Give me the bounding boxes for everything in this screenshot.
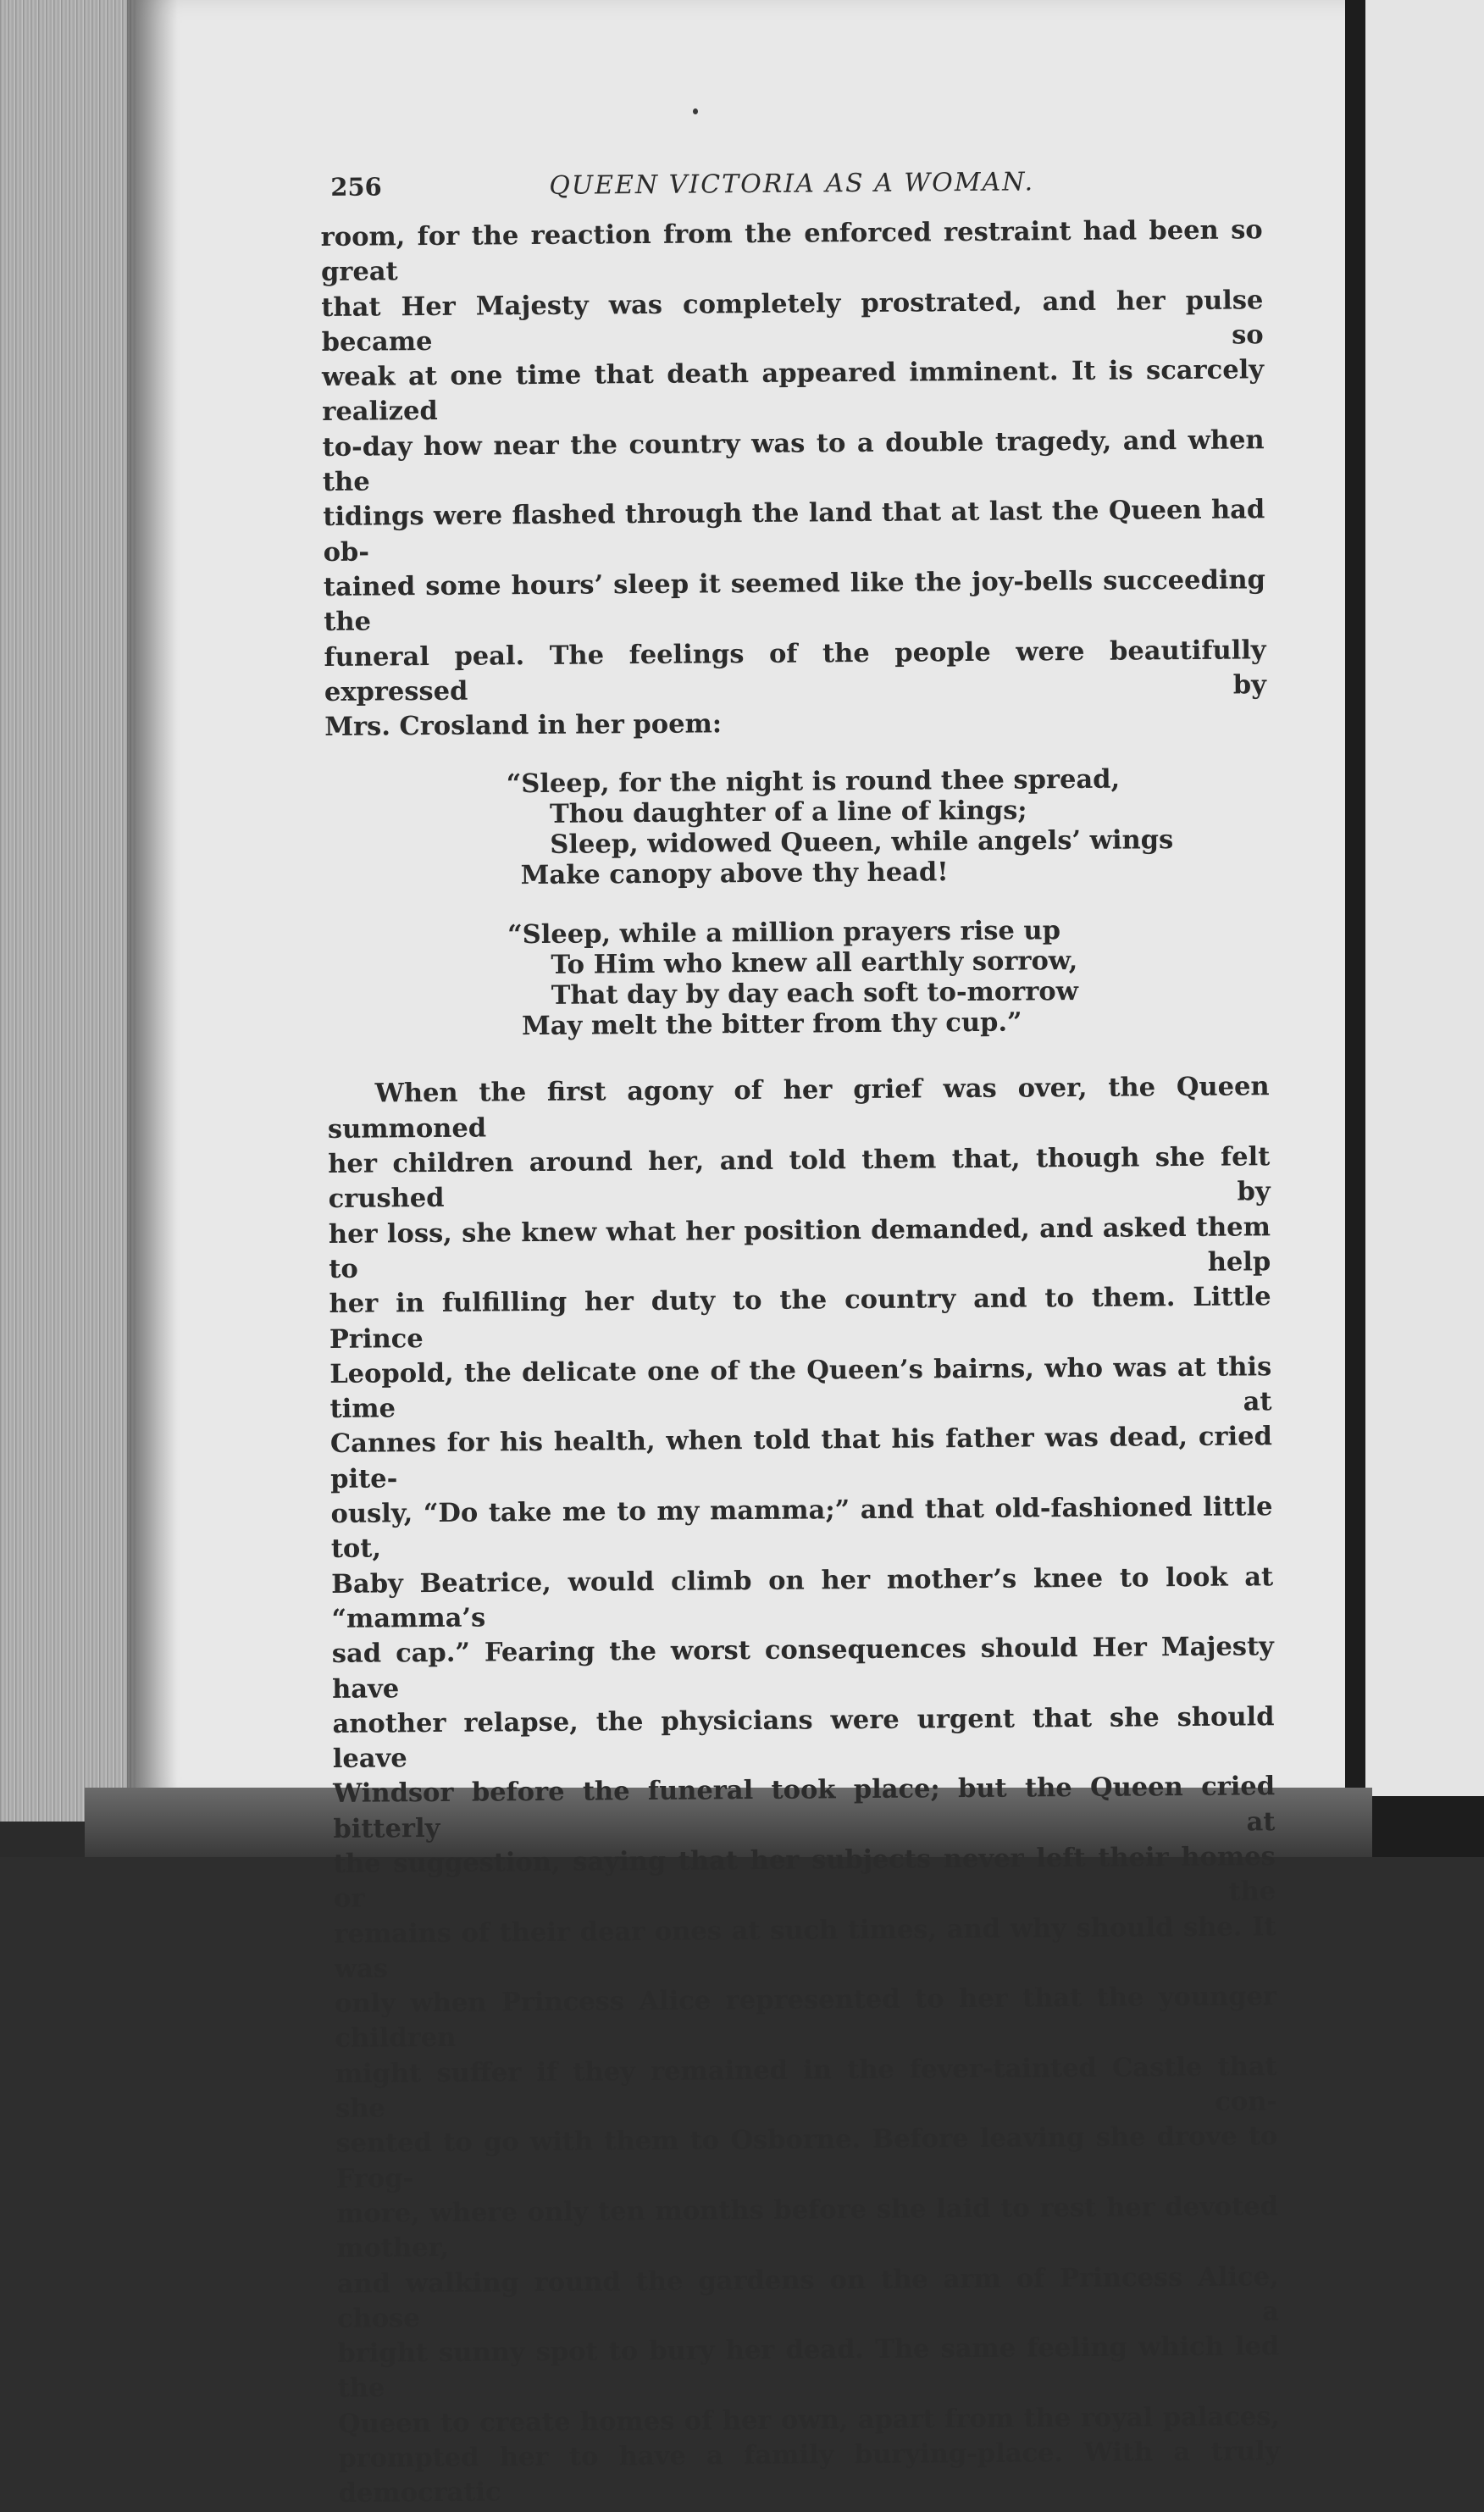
text-line: ously, “Do take me to my mamma;” and that old-fashioned little tot, bbox=[330, 1491, 1273, 1565]
text-line: her in fulfilling her duty to the country and to them. Little Prince bbox=[329, 1281, 1271, 1355]
poem-line: Sleep, widowed Queen, while angels’ wings bbox=[550, 824, 1174, 861]
text-line: her loss, she knew what her position demanded, and asked them to help bbox=[328, 1211, 1271, 1284]
text-line: sented to go with them to Osborne. Before leaving she drove to Frog- bbox=[335, 2121, 1278, 2194]
print-speck bbox=[693, 108, 698, 114]
poem-line: “Sleep, for the night is round thee spread, bbox=[506, 764, 1121, 800]
text-line: more, where only ten months before she laid to rest her devoted mother, bbox=[335, 2191, 1279, 2265]
poem-stanza bbox=[326, 914, 1269, 1044]
facing-page bbox=[1365, 0, 1484, 1796]
poem-line: To Him who knew all earthly sorrow, bbox=[551, 945, 1078, 981]
page-edges bbox=[0, 0, 144, 1822]
poem-stanza bbox=[325, 763, 1268, 893]
running-head: QUEEN VICTORIA AS A WOMAN. bbox=[549, 167, 1035, 201]
text-line: bright sunny spot to bury her dead. The same feeling which led the bbox=[337, 2331, 1280, 2404]
page-header bbox=[320, 153, 1263, 220]
text-line: another relapse, the physicians were urgent that she should leave bbox=[332, 1701, 1275, 1775]
text-line: Windsor before the funeral took place; but the Queen cried bitterly at bbox=[332, 1771, 1276, 1844]
page-text bbox=[320, 153, 1281, 2511]
text-line: might suffer if they remained in the fever-tainted Castle that she con- bbox=[335, 2050, 1278, 2124]
text-line: to-day how near the country was to a double tragedy, and when the bbox=[322, 424, 1265, 498]
poem bbox=[325, 763, 1269, 1044]
intro-paragraph bbox=[321, 213, 1267, 745]
poem-line: May melt the bitter from thy cup.” bbox=[521, 1006, 1022, 1042]
body-paragraph bbox=[327, 1070, 1280, 2512]
text-line: Leopold, the delicate one of the Queen’s bairns, who was at this time at bbox=[329, 1351, 1272, 1425]
text-line: tidings were flashed through the land that at last the Queen had ob- bbox=[323, 494, 1265, 568]
gutter-shadow bbox=[127, 0, 178, 1822]
text-line: the suggestion, saying that her subjects never left their homes or the bbox=[333, 1841, 1276, 1915]
text-line: Baby Beatrice, would climb on her mother’s knee to look at “mamma’s bbox=[331, 1561, 1274, 1634]
text-line: Queen to create homes of her own, apart from the royal palaces, bbox=[337, 2400, 1281, 2439]
poem-line: Make canopy above thy head! bbox=[520, 857, 949, 891]
text-line: prompted her to have a family burying-place. With a truly democratic bbox=[338, 2436, 1281, 2509]
text-line: weak at one time that death appeared imminent. It is scarcely realized bbox=[321, 354, 1265, 428]
text-line: remains of their dear ones at such times, and why should she. It was bbox=[334, 1910, 1276, 1984]
text-line: tained some hours’ sleep it seemed like the joy-bells succeeding the bbox=[323, 564, 1266, 638]
text-line: room, for the reaction from the enforced restraint had been so great bbox=[320, 214, 1263, 288]
text-line: and walking round the gardens on the arm of Princess Alice, chose a bbox=[336, 2260, 1280, 2334]
poem-line: Thou daughter of a line of kings; bbox=[549, 795, 1027, 830]
poem-line: “Sleep, while a million prayers rise up bbox=[507, 915, 1061, 951]
text-line: When the first agony of her grief was over, the Queen summoned bbox=[327, 1071, 1270, 1145]
page-number: 256 bbox=[330, 172, 382, 202]
text-line: sad cap.” Fearing the worst consequences should Her Majesty have bbox=[331, 1631, 1274, 1705]
text-line: Cannes for his health, when told that his father was dead, cried pite- bbox=[329, 1421, 1273, 1494]
text-line: funeral peal. The feelings of the people were beautifully expressed by bbox=[324, 634, 1267, 707]
text-line: only when Princess Alice represented to her that the younger children bbox=[334, 1981, 1277, 2055]
text-line: her children around her, and told them that, though she felt crushed by bbox=[328, 1141, 1271, 1215]
text-line: Mrs. Crosland in her poem: bbox=[324, 708, 723, 743]
poem-line: That day by day each soft to-morrow bbox=[551, 976, 1079, 1012]
text-line: that Her Majesty was completely prostrated, and her pulse became so bbox=[321, 284, 1264, 358]
